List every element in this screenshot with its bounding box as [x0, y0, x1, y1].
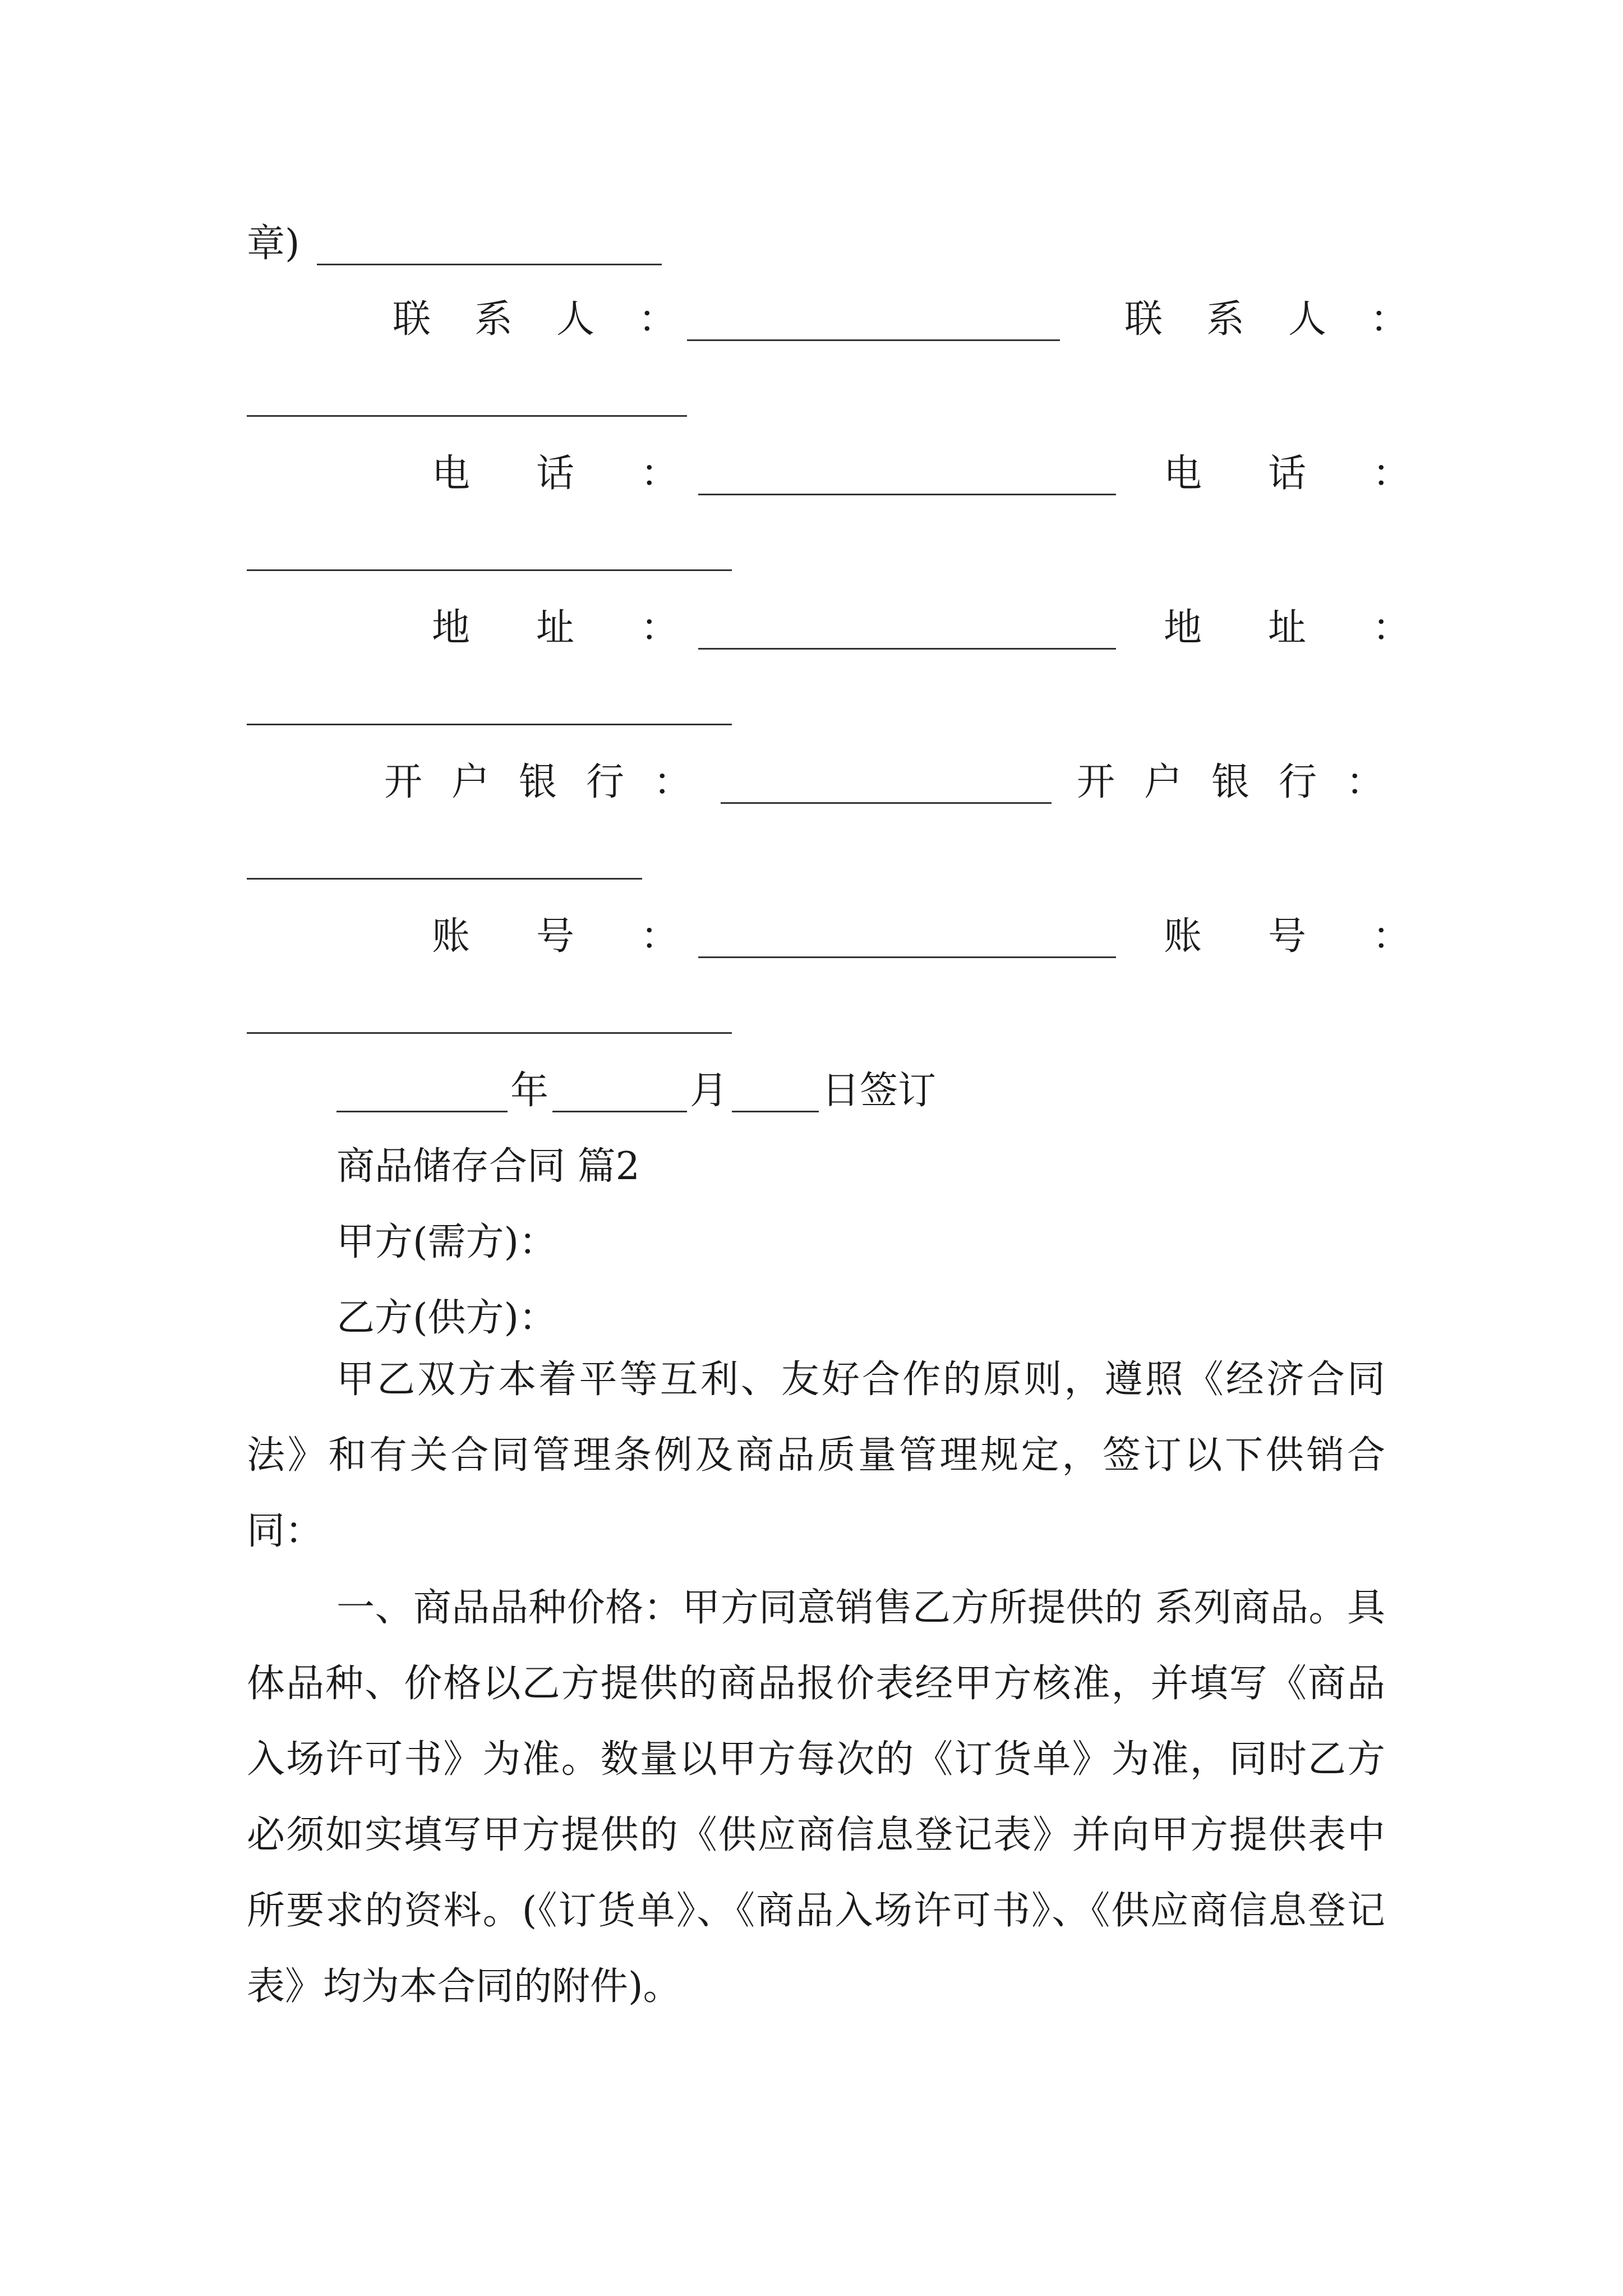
section-title: 商品储存合同 篇2 [336, 1144, 640, 1189]
account-blank-left [698, 956, 1116, 958]
phone-label-right: 电话： [1164, 452, 1477, 496]
contact-blank-right [247, 415, 687, 417]
bank-label-left: 开户银行： [384, 760, 721, 804]
clause-1-paragraph: 一、商品品种价格：甲方同意销售乙方所提供的 系列商品。具体品种、价格以乙方提供的商品报价表经甲方核准，并填写《商品入场许可书》为准。数量以甲方每次的《订货单》为准，同时乙方必须如实填写甲方提供的《供应商信息登记表》并向甲方提供表中所要求的资料。(《订货单》、《商品入场许可书》、《供应商信息登记表》均为本合同的附件)。 [247, 1586, 1385, 2009]
month-label: 月 [690, 1069, 728, 1113]
address-label-right: 地址： [1164, 606, 1477, 650]
day-signed-label: 日签订 [822, 1069, 937, 1113]
address-blank-right [247, 724, 732, 725]
month-blank [552, 1111, 687, 1112]
contact-label-right: 联系人： [1124, 297, 1453, 342]
phone-blank-right [247, 569, 732, 571]
bank-label-right: 开户银行： [1077, 760, 1414, 804]
party-b-label: 乙方(供方)： [336, 1296, 557, 1340]
party-a-label: 甲方(需方)： [336, 1220, 557, 1264]
account-label-right: 账号： [1164, 914, 1477, 959]
contact-blank-left [687, 339, 1060, 341]
year-label: 年 [510, 1069, 549, 1113]
day-blank [732, 1111, 819, 1112]
seal-blank-line [317, 264, 662, 265]
account-label-left: 账号： [432, 914, 745, 959]
address-label-left: 地址： [432, 606, 745, 650]
account-blank-right [247, 1032, 732, 1034]
bank-blank-left [721, 802, 1052, 804]
address-blank-left [698, 648, 1116, 650]
year-blank [336, 1111, 508, 1112]
intro-paragraph: 甲乙双方本着平等互利、友好合作的原则，遵照《经济合同法》和有关合同管理条例及商品质量管理规定，签订以下供销合同： [247, 1358, 1385, 1553]
phone-label-left: 电话： [432, 452, 745, 496]
seal-tail-text: 章) [247, 222, 300, 266]
phone-blank-left [698, 494, 1116, 495]
bank-blank-right [247, 878, 642, 880]
contact-label-left: 联系人： [393, 297, 721, 342]
